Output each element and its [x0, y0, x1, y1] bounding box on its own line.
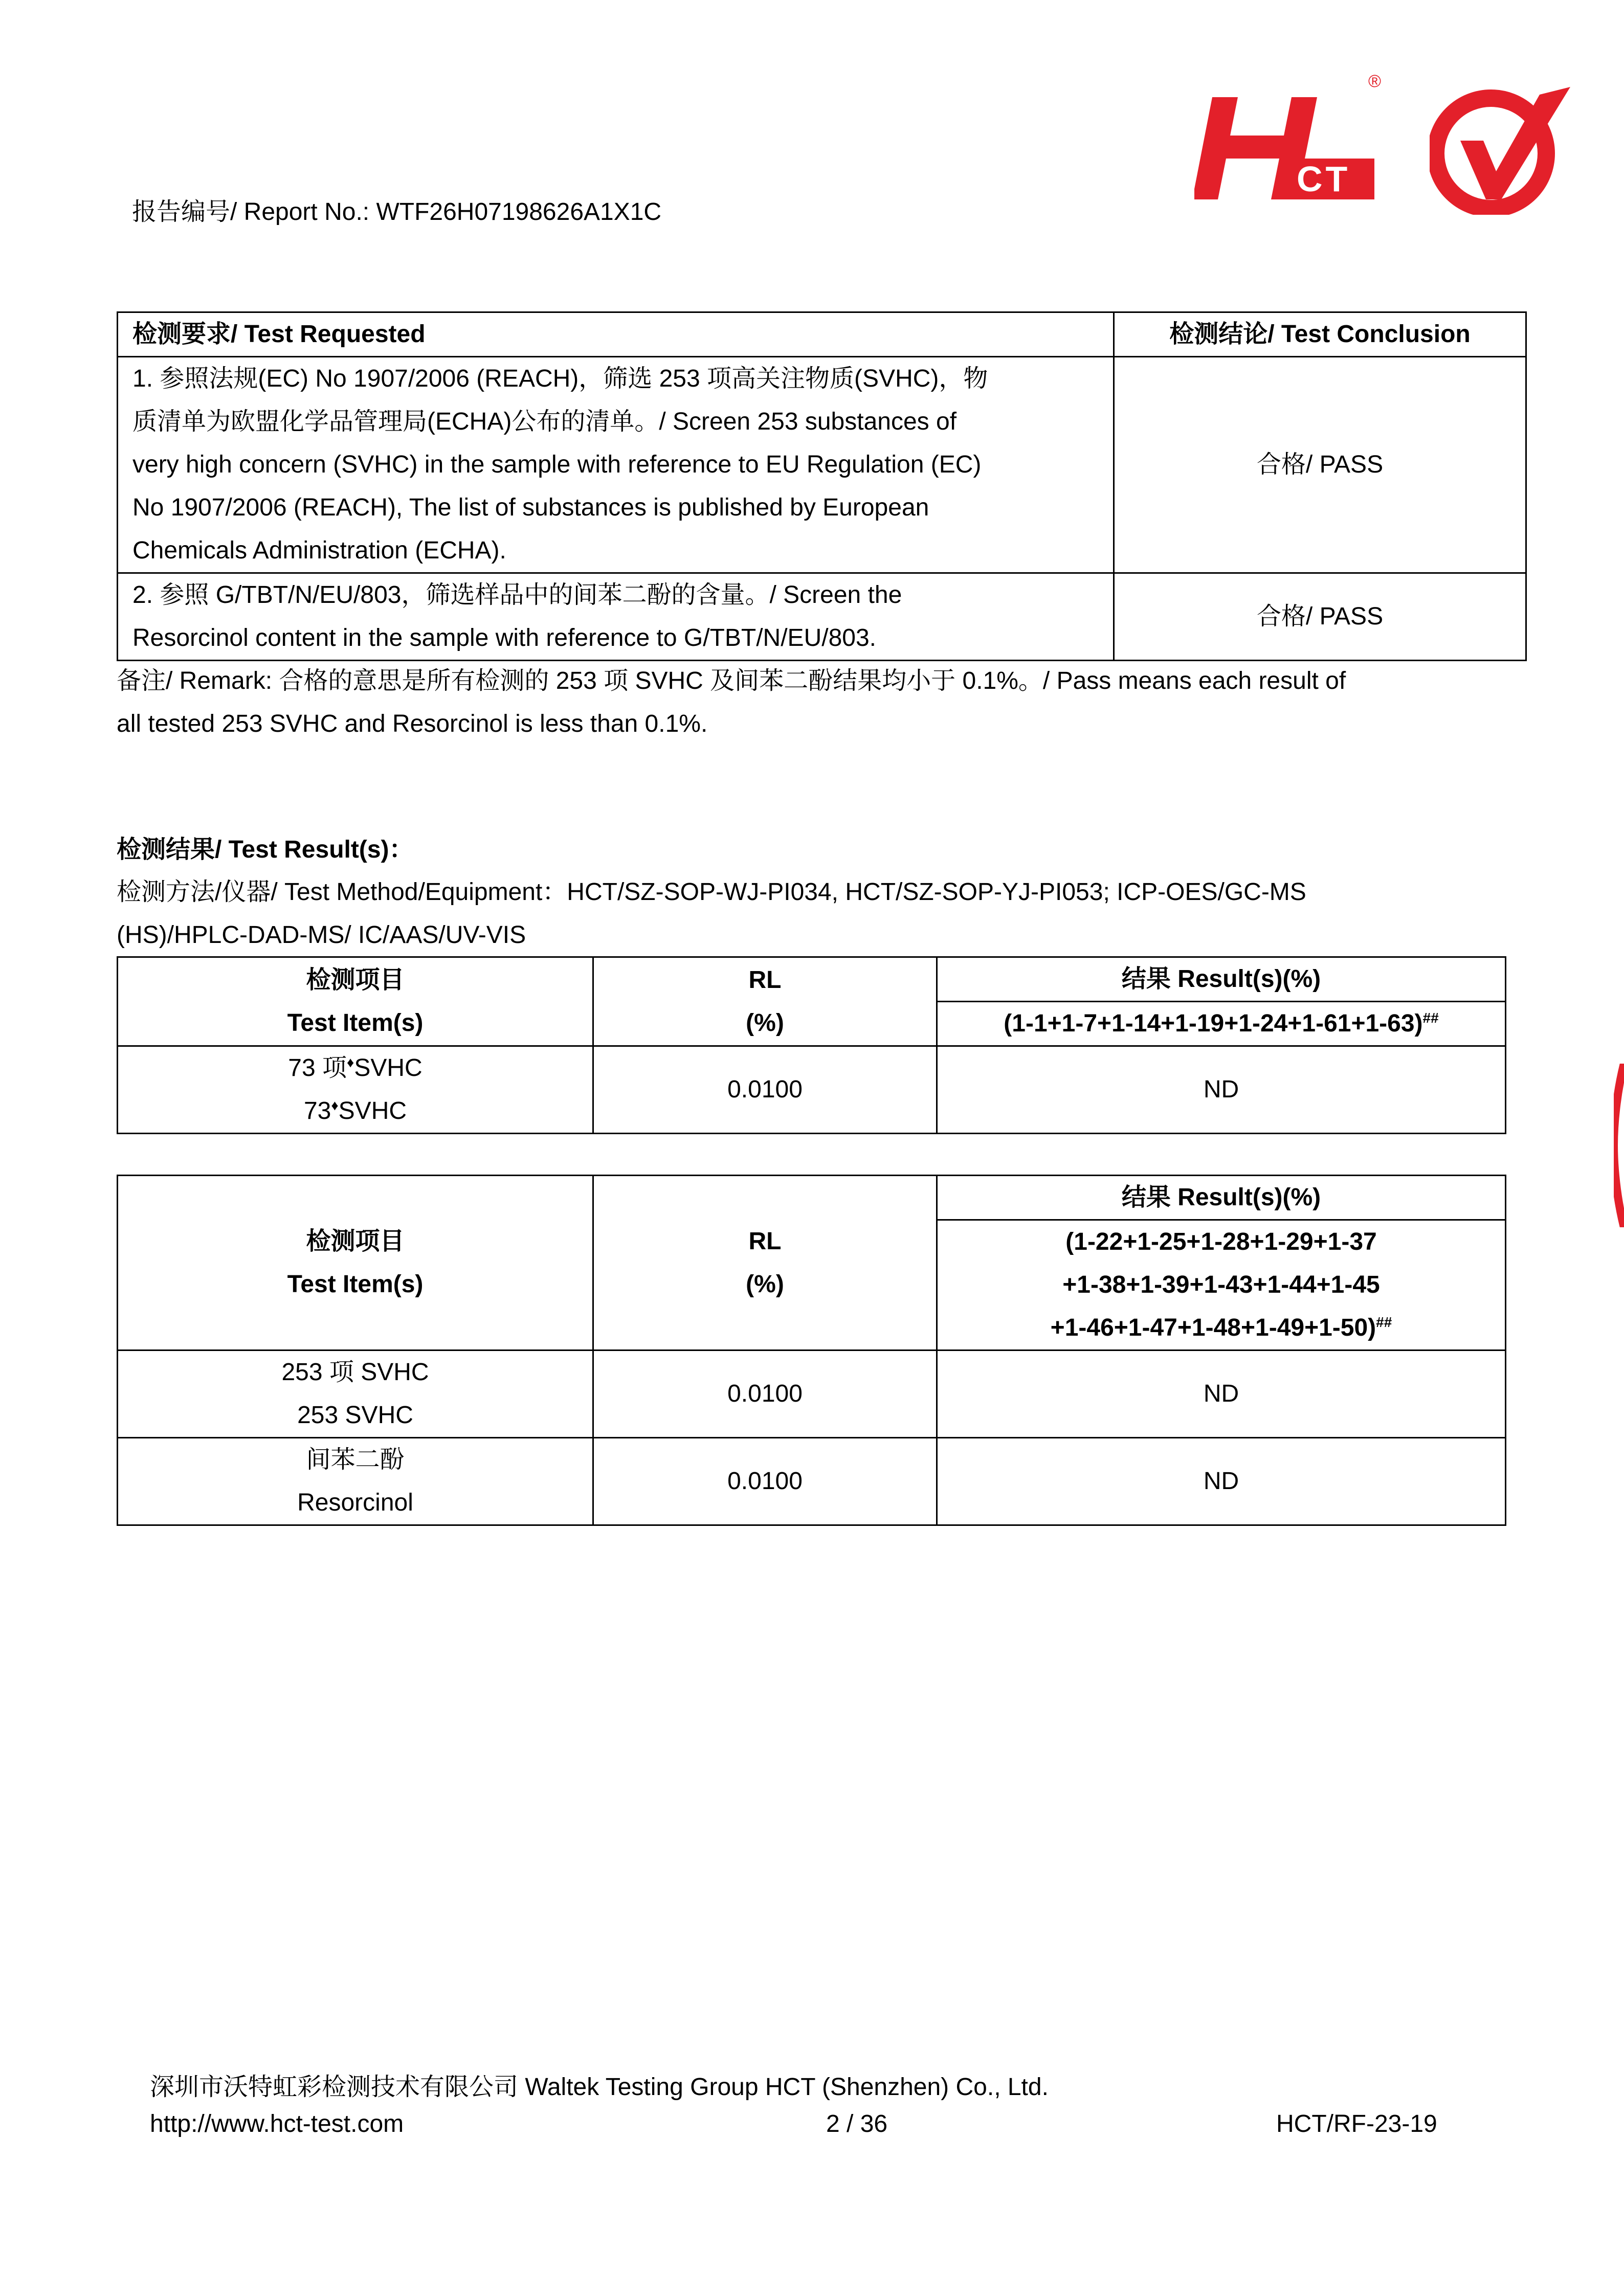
- footer-company: 深圳市沃特虹彩检测技术有限公司 Waltek Testing Group HCT (Shenzhen) Co., Ltd.: [150, 2074, 1049, 2101]
- result-header: 结果 Result(s)(%): [937, 1176, 1506, 1220]
- remark-line-2: all tested 253 SVHC and Resorcinol is less than 0.1%.: [117, 710, 708, 737]
- seal-stamp-fragment: [1614, 1064, 1624, 1227]
- remark-line-1: 备注/ Remark: 合格的意思是所有检测的 253 项 SVHC 及间苯二酚结果均小于 0.1%。/ Pass means each result of: [117, 667, 1346, 694]
- rl-cell: 0.0100: [593, 1350, 937, 1438]
- footer-page-number: 2 / 36: [826, 2110, 888, 2137]
- results-table-1: [117, 956, 1506, 1134]
- logo-ct-text: CT: [1297, 159, 1351, 199]
- test-method: [117, 871, 1574, 957]
- result-header: 结果 Result(s)(%): [937, 957, 1506, 1002]
- result-samples: (1-22+1-25+1-28+1-29+1-37 +1-38+1-39+1-43+1-44+1-45 +1-46+1-47+1-48+1-49+1-50)##: [937, 1220, 1506, 1350]
- table-row: [118, 357, 1526, 573]
- results-table-2: [117, 1175, 1506, 1526]
- test-requested-table: [117, 311, 1527, 661]
- item-cell: 253 项 SVHC 253 SVHC: [118, 1350, 593, 1438]
- table-row: [118, 573, 1526, 661]
- result-cell: ND: [937, 1350, 1506, 1438]
- result-cell: ND: [937, 1046, 1506, 1134]
- test-method-line-2: (HS)/HPLC-DAD-MS/ IC/AAS/UV-VIS: [117, 921, 526, 949]
- item-cell: 73 项♦SVHC 73♦SVHC: [118, 1046, 593, 1134]
- hct-logo: [1194, 72, 1382, 205]
- test-conclusion-header: 检测结论/ Test Conclusion: [1114, 312, 1526, 357]
- table-row: [118, 1350, 1506, 1438]
- logo-registered-mark: ®: [1368, 72, 1382, 91]
- rl-header: RL (%): [593, 1176, 937, 1350]
- conclusion-2: 合格/ PASS: [1114, 573, 1526, 661]
- test-requested-header: 检测要求/ Test Requested: [118, 312, 1114, 357]
- item-header: 检测项目 Test Item(s): [118, 957, 593, 1046]
- remark: [117, 660, 1549, 746]
- table-header-row: [118, 312, 1526, 357]
- result-samples: (1-1+1-7+1-14+1-19+1-24+1-61+1-63)##: [937, 1002, 1506, 1046]
- conclusion-1: 合格/ PASS: [1114, 357, 1526, 573]
- table-row: [118, 1046, 1506, 1134]
- table-header-row: [118, 1176, 1506, 1220]
- item-header: 检测项目 Test Item(s): [118, 1176, 593, 1350]
- table-header-row: [118, 957, 1506, 1002]
- requested-item-2: 2. 参照 G/TBT/N/EU/803，筛选样品中的间苯二酚的含量。/ Screen the Resorcinol content in the sample with reference to G/TBT/N/EU/803.: [118, 573, 1114, 661]
- footer-form-number: HCT/RF-23-19: [1276, 2110, 1437, 2137]
- test-method-line-1: 检测方法/仪器/ Test Method/Equipment：HCT/SZ-SOP-WJ-PI034, HCT/SZ-SOP-YJ-PI053; ICP-OES/GC-MS: [117, 879, 1306, 906]
- requested-item-1: 1. 参照法规(EC) No 1907/2006 (REACH)，筛选 253 项高关注物质(SVHC)，物 质清单为欧盟化学品管理局(ECHA)公布的清单。/ Screen 253 substances of very high concern (SVHC) in the sample with reference to EU Regulation (EC) No 1907/2006 (REACH), The list of substances is published by European Chemicals Administration (ECHA).: [118, 357, 1114, 573]
- results-title: 检测结果/ Test Result(s)：: [117, 836, 414, 863]
- result-cell: ND: [937, 1438, 1506, 1525]
- rl-cell: 0.0100: [593, 1046, 937, 1134]
- footer-website-link[interactable]: http://www.hct-test.com: [150, 2110, 404, 2137]
- rl-header: RL (%): [593, 957, 937, 1046]
- table-row: [118, 1438, 1506, 1525]
- hct-logo-graphic: [1194, 82, 1378, 205]
- item-cell: 间苯二酚 Resorcinol: [118, 1438, 593, 1525]
- report-number: 报告编号/ Report No.: WTF26H07198626A1X1C: [132, 198, 662, 226]
- rl-cell: 0.0100: [593, 1438, 937, 1525]
- check-logo-icon: [1430, 82, 1578, 215]
